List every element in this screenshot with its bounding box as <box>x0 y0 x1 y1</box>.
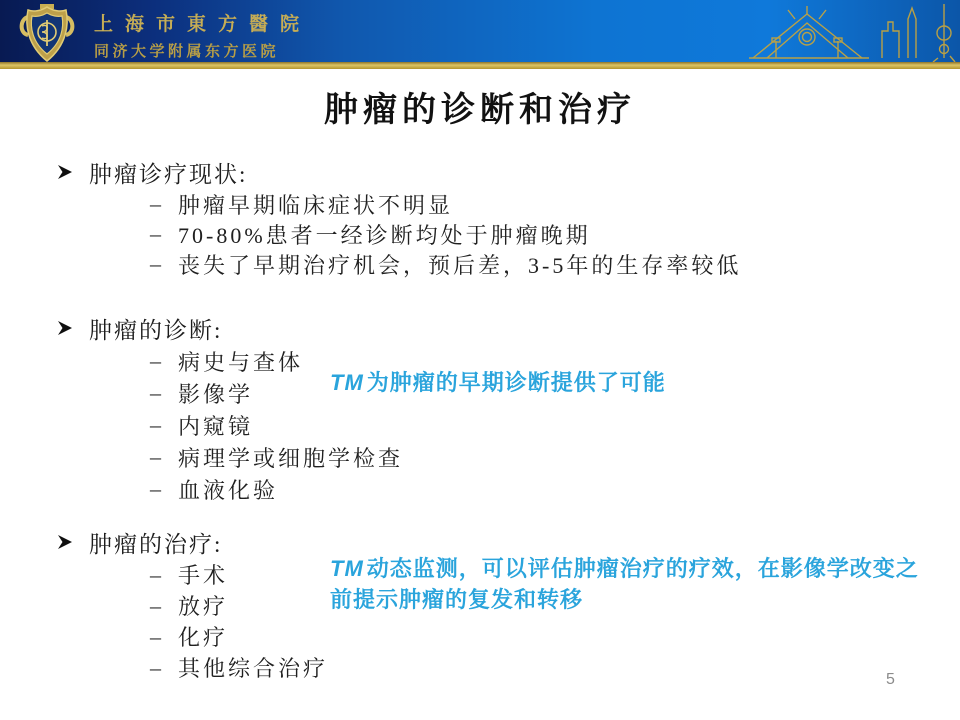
list-item <box>56 409 403 441</box>
header-banner <box>0 0 960 69</box>
list-item-text: 化疗 <box>178 625 229 650</box>
list-item <box>56 652 328 683</box>
list-item-text: 其他综合治疗 <box>178 656 329 681</box>
dash-bullet: – <box>150 592 161 618</box>
list-item <box>56 219 741 249</box>
gold-divider <box>0 62 960 69</box>
section-diagnosis <box>56 311 403 505</box>
dash-bullet: – <box>150 623 161 649</box>
gate-and-skyline-icon <box>745 0 960 62</box>
page-number: 5 <box>886 671 895 688</box>
list-item-text: 病理学或细胞学检查 <box>178 445 404 471</box>
dash-bullet: – <box>150 476 161 501</box>
arrow-bullet-icon <box>56 534 74 550</box>
list-item-text: 血液化验 <box>178 477 279 503</box>
section-heading: 肿瘤的诊断: <box>89 317 223 343</box>
list-item-text: 丧失了早期治疗机会，预后差，3-5年的生存率较低 <box>178 252 742 278</box>
list-item-text: 影像学 <box>178 381 254 407</box>
hospital-crest-icon <box>14 3 80 65</box>
section-heading: 肿瘤诊疗现状: <box>89 161 248 187</box>
list-item-text: 70-80%患者一经诊断均处于肿瘤晚期 <box>178 222 591 248</box>
hospital-name-traditional: 上海市東方醫院 <box>94 14 312 35</box>
section-heading-row <box>56 525 328 559</box>
list-item <box>56 473 403 505</box>
tm-abbreviation: TM <box>330 370 364 395</box>
dash-bullet: – <box>150 348 161 373</box>
list-item <box>56 249 741 279</box>
hospital-names <box>94 9 311 61</box>
arrow-bullet-icon <box>56 164 74 180</box>
list-item-text: 手术 <box>178 563 229 588</box>
dash-bullet: – <box>150 654 161 680</box>
dash-bullet: – <box>150 561 161 587</box>
list-item <box>56 559 328 590</box>
dash-bullet: – <box>150 380 161 405</box>
list-item <box>56 590 328 621</box>
section-heading: 肿瘤的治疗: <box>89 531 223 557</box>
dash-bullet: – <box>150 412 161 437</box>
section-heading-row <box>56 155 741 189</box>
section-heading-row <box>56 311 403 345</box>
list-item-text: 病史与查体 <box>178 349 304 375</box>
dash-bullet: – <box>150 444 161 469</box>
section-treatment <box>56 525 328 683</box>
section-status <box>56 155 741 279</box>
slide-title: 肿瘤的诊断和治疗 <box>324 92 636 129</box>
list-item <box>56 621 328 652</box>
dash-bullet: – <box>150 191 161 216</box>
list-item <box>56 189 741 219</box>
list-item <box>56 441 403 473</box>
list-item-text: 肿瘤早期临床症状不明显 <box>178 192 454 218</box>
dash-bullet: – <box>150 251 161 276</box>
annotation-text: 为肿瘤的早期诊断提供了可能 <box>366 370 666 395</box>
list-item-text: 放疗 <box>178 594 229 619</box>
dash-bullet: – <box>150 221 161 246</box>
list-item-text: 内窥镜 <box>178 413 254 439</box>
tm-abbreviation: TM <box>330 556 364 581</box>
annotation-tm-early-diagnosis <box>330 366 666 397</box>
hospital-name-affiliation: 同济大学附属东方医院 <box>94 43 280 60</box>
arrow-bullet-icon <box>56 320 74 336</box>
annotation-text: 动态监测，可以评估肿瘤治疗的疗效，在影像学改变之前提示肿瘤的复发和转移 <box>330 556 919 612</box>
annotation-tm-dynamic-monitoring <box>330 553 936 615</box>
